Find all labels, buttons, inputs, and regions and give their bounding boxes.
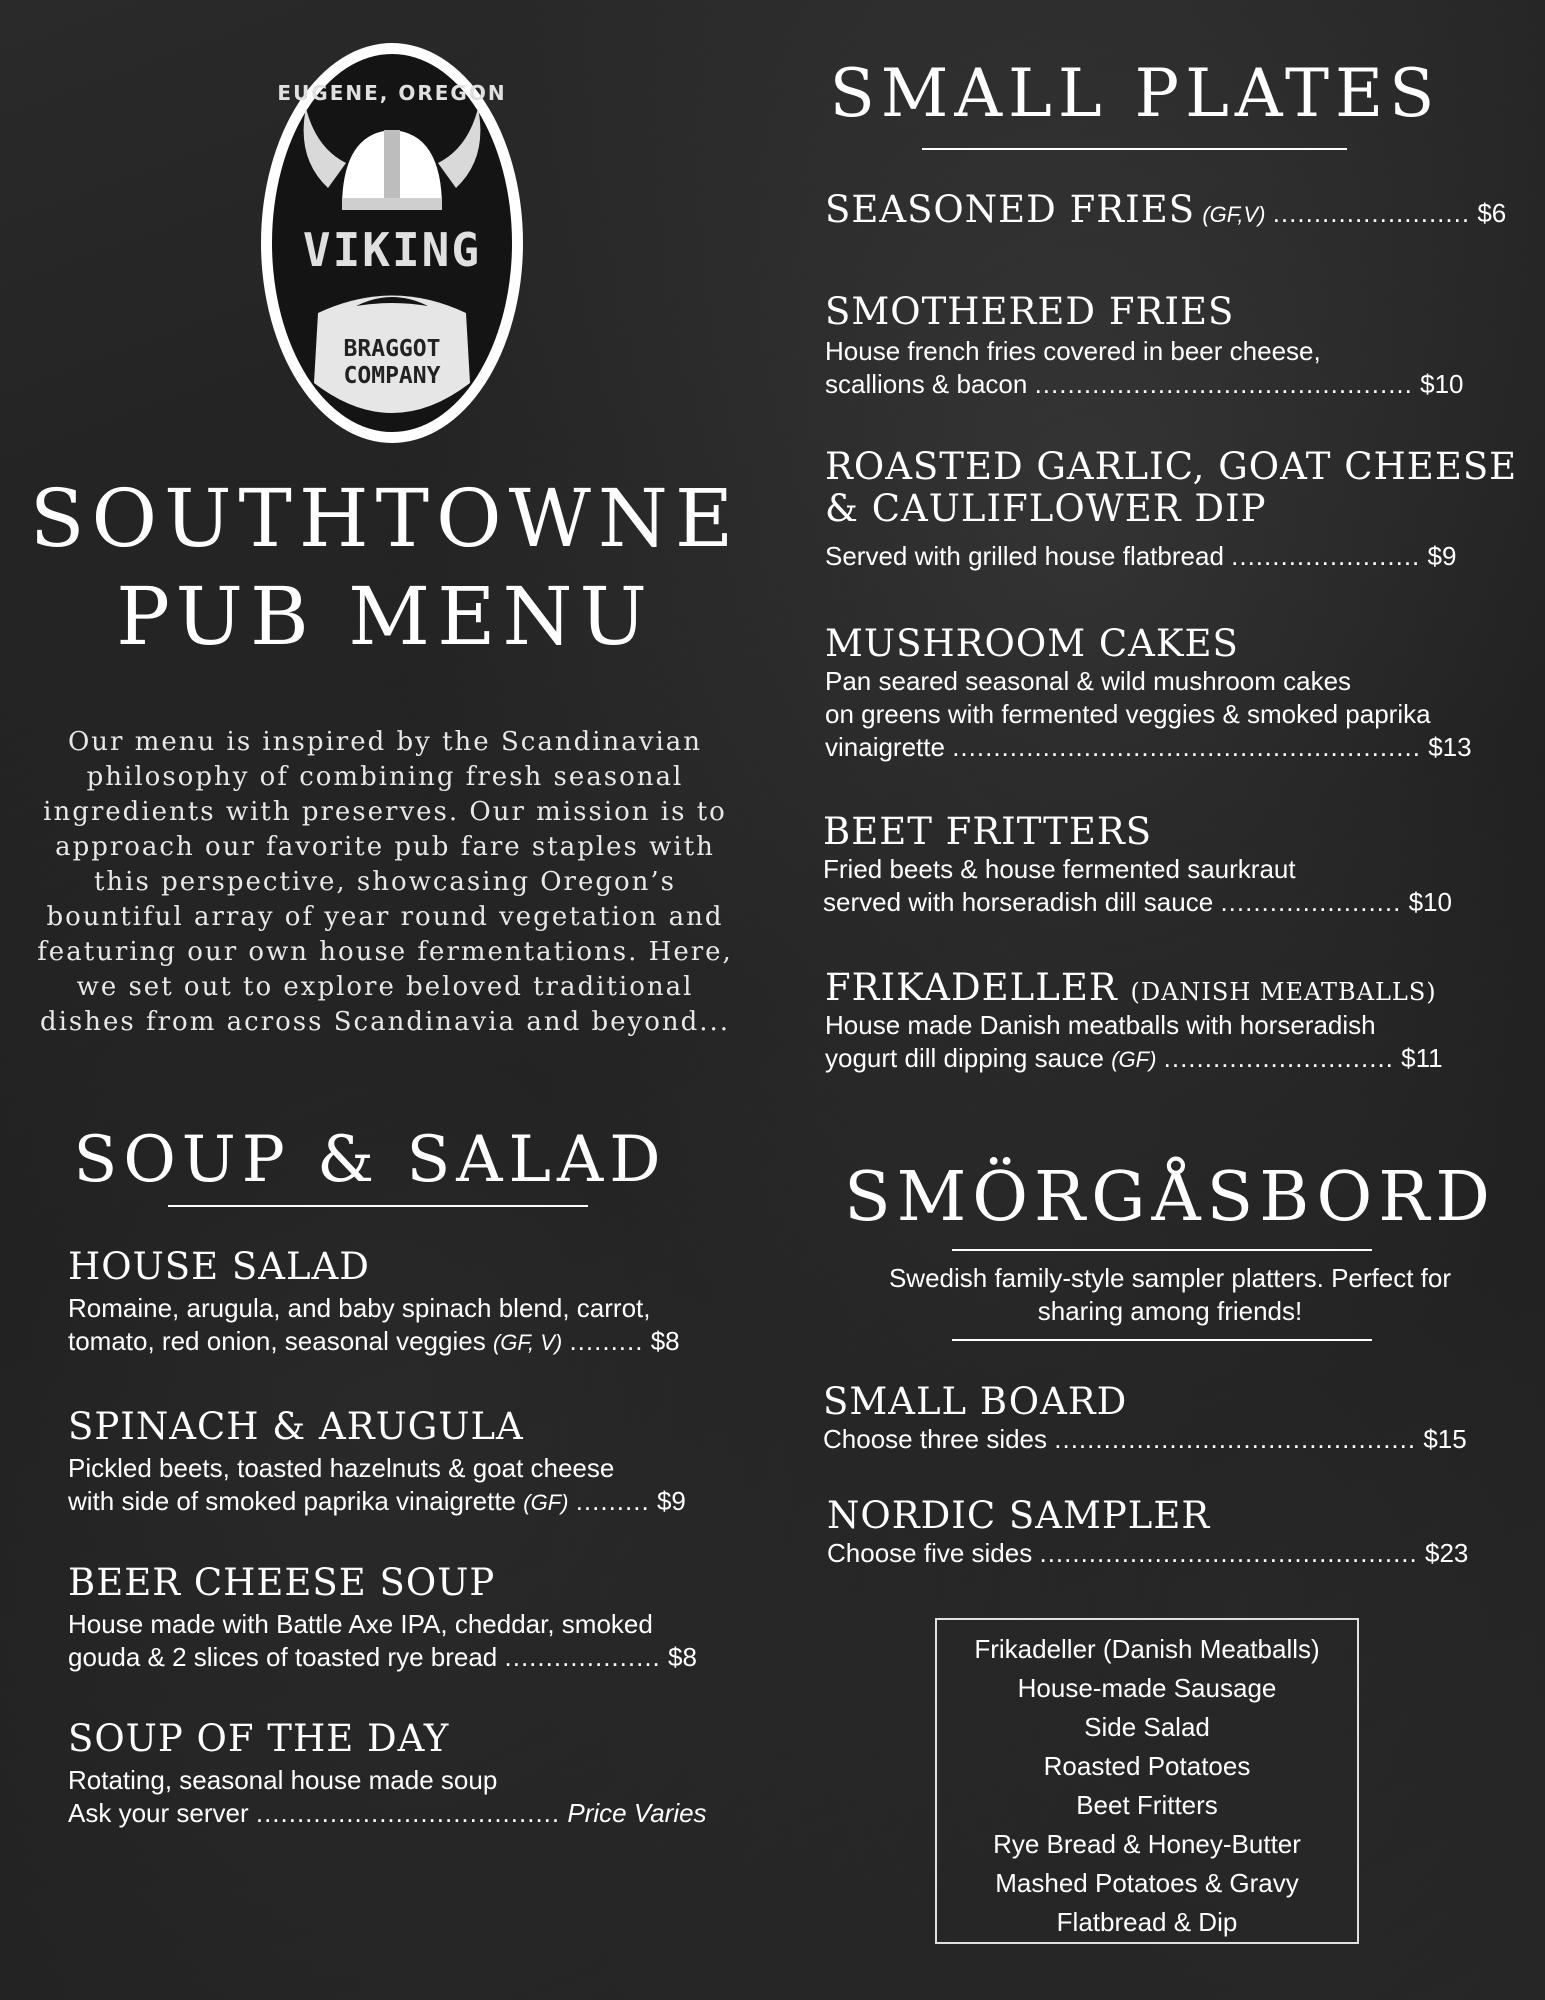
item-price: $13	[1428, 732, 1472, 762]
leader-dots: ............................	[1163, 1043, 1394, 1073]
item-name: FRIKADELLER	[825, 966, 1118, 1009]
intro-line: this perspective, showcasing Oregon’s	[93, 867, 677, 897]
item-name: ROASTED GARLIC, GOAT CHEESE	[825, 445, 1518, 488]
intro-line: philosophy of combining fresh seasonal	[86, 762, 684, 792]
item-price: $9	[656, 1486, 686, 1516]
menu-title	[20, 470, 750, 666]
leader-dots: ......................	[1220, 887, 1402, 917]
smorgasbord-intro-line: sharing among friends!	[1037, 1296, 1303, 1326]
item-desc-price-line	[68, 1641, 697, 1674]
side-item: Flatbread & Dip	[1056, 1907, 1238, 1937]
item-desc: House made Danish meatballs with horseradish	[825, 1010, 1376, 1040]
item-desc: vinaigrette	[825, 732, 945, 762]
menu-item	[825, 188, 1506, 237]
item-desc: tomato, red onion, seasonal veggies	[68, 1326, 486, 1356]
item-name: SMALL BOARD	[823, 1380, 1128, 1423]
soup-salad-heading: SOUP & SALAD	[73, 1123, 667, 1197]
item-desc-price-line	[825, 540, 1517, 573]
side-item: Roasted Potatoes	[1043, 1751, 1251, 1781]
smorgasbord-heading: SMÖRGÅSBORD	[844, 1158, 1496, 1237]
item-name: BEET FRITTERS	[823, 810, 1153, 853]
item-price: $11	[1401, 1043, 1443, 1073]
item-price: $10	[1420, 369, 1464, 399]
menu-item	[68, 1561, 697, 1674]
item-name: BEER CHEESE SOUP	[68, 1561, 496, 1604]
item-desc: Fried beets & house fermented saurkraut	[823, 854, 1296, 884]
side-item: House-made Sausage	[1017, 1673, 1277, 1703]
side-item: Beet Fritters	[1076, 1790, 1218, 1820]
item-name: SPINACH & ARUGULA	[68, 1405, 524, 1448]
menu-title-line2: PUB MENU	[116, 570, 654, 663]
item-desc: scallions & bacon	[825, 369, 1028, 399]
item-desc: Choose three sides	[823, 1424, 1048, 1454]
item-name-line	[825, 966, 1443, 1009]
item-desc: Ask your server	[68, 1798, 249, 1828]
item-desc-price-line	[823, 1423, 1467, 1456]
logo-sub2-text: COMPANY	[343, 363, 441, 389]
item-desc: Pickled beets, toasted hazelnuts & goat cheese	[68, 1453, 615, 1483]
menu-item	[68, 1405, 686, 1519]
menu-item	[823, 1380, 1467, 1456]
item-desc: Pan seared seasonal & wild mushroom cakes	[825, 666, 1352, 696]
soup-salad-rule	[168, 1205, 588, 1207]
side-item: Frikadeller (Danish Meatballs)	[974, 1634, 1320, 1664]
item-price: $9	[1427, 541, 1457, 571]
menu-item	[825, 966, 1443, 1076]
item-desc: yogurt dill dipping sauce	[825, 1043, 1104, 1073]
dietary-tag: (GF, V)	[492, 1330, 563, 1355]
item-name: HOUSE SALAD	[68, 1245, 370, 1288]
menu-item	[827, 1494, 1468, 1570]
item-desc-price-line	[823, 886, 1452, 919]
item-price: Price Varies	[567, 1798, 707, 1828]
dietary-tag: (GF)	[1111, 1047, 1157, 1072]
smorgasbord-rule-bottom	[952, 1339, 1372, 1341]
viking-braggot-logo	[256, 38, 528, 448]
dietary-tag: (GF,V)	[1202, 202, 1266, 227]
intro-line: approach our favorite pub fare staples with	[55, 832, 715, 862]
leader-dots: ..............................................	[1039, 1538, 1418, 1568]
item-desc-price-line	[825, 1042, 1443, 1076]
item-desc: Choose five sides	[827, 1538, 1033, 1568]
menu-title-line1: SOUTHTOWNE	[29, 472, 741, 565]
item-desc: Served with grilled house flatbread	[825, 541, 1224, 571]
side-item: Mashed Potatoes & Gravy	[995, 1868, 1299, 1898]
intro-line: ingredients with preserves. Our mission is to	[43, 797, 727, 827]
item-name: SMOTHERED FRIES	[825, 290, 1235, 333]
leader-dots: .....................................	[255, 1798, 561, 1828]
intro-paragraph	[30, 725, 740, 1040]
item-name-subtitle: (DANISH MEATBALLS)	[1130, 978, 1437, 1006]
side-item: Side Salad	[1084, 1712, 1210, 1742]
item-desc: Romaine, arugula, and baby spinach blend, carrot,	[68, 1293, 651, 1323]
item-desc-price-line	[825, 368, 1464, 401]
leader-dots: ...................	[504, 1642, 661, 1672]
intro-line: dishes from across Scandinavia and beyond...	[39, 1007, 731, 1037]
leader-dots: .......................	[1231, 541, 1421, 571]
item-price: $23	[1425, 1538, 1469, 1568]
item-name: MUSHROOM CAKES	[825, 622, 1239, 665]
intro-line: we set out to explore beloved traditional	[76, 972, 694, 1002]
item-desc-price-line	[68, 1797, 707, 1830]
leader-dots: ..............................................	[1034, 369, 1413, 399]
logo-sub1-text: BRAGGOT	[343, 336, 441, 362]
menu-item	[825, 446, 1517, 573]
intro-line: Our menu is inspired by the Scandinavian	[67, 727, 703, 757]
item-desc: on greens with fermented veggies & smoked paprika	[825, 699, 1431, 729]
item-desc: gouda & 2 slices of toasted rye bread	[68, 1642, 498, 1672]
leader-dots: .........	[575, 1486, 650, 1516]
intro-line: featuring our own house fermentations. Here,	[37, 937, 733, 967]
item-desc: served with horseradish dill sauce	[823, 887, 1214, 917]
leader-dots: ............................................	[1054, 1424, 1417, 1454]
menu-item	[825, 290, 1464, 401]
side-item: Rye Bread & Honey-Butter	[993, 1829, 1301, 1859]
intro-line: bountiful array of year round vegetation and	[46, 902, 724, 932]
dietary-tag: (GF)	[523, 1490, 569, 1515]
item-name-price-line	[825, 188, 1506, 237]
menu-item	[68, 1245, 680, 1359]
leader-dots: .........	[569, 1326, 644, 1356]
item-desc: House french fries covered in beer cheese,	[825, 336, 1321, 366]
smorgasbord-intro-line: Swedish family-style sampler platters. Perfect for	[888, 1263, 1452, 1293]
item-desc-price-line	[825, 731, 1472, 764]
menu-item	[68, 1717, 707, 1830]
item-price: $10	[1408, 887, 1452, 917]
item-price: $15	[1423, 1424, 1467, 1454]
item-desc-price-line	[68, 1485, 686, 1519]
logo-arc-text: EUGENE, OREGON	[277, 81, 507, 105]
item-name: SOUP OF THE DAY	[68, 1717, 450, 1760]
item-desc: with side of smoked paprika vinaigrette	[68, 1486, 517, 1516]
item-price: $8	[668, 1642, 697, 1672]
menu-item	[823, 810, 1452, 919]
item-price: $8	[650, 1326, 680, 1356]
menu-item	[825, 622, 1472, 764]
logo-brand-text: VIKING	[302, 223, 482, 277]
item-name: NORDIC SAMPLER	[827, 1494, 1211, 1537]
leader-dots: ........................	[1272, 198, 1471, 228]
item-desc: House made with Battle Axe IPA, cheddar, smoked	[68, 1609, 653, 1639]
small-plates-rule	[922, 148, 1347, 150]
leader-dots: .........................................................	[952, 732, 1421, 762]
item-desc-price-line	[827, 1537, 1468, 1570]
item-desc: Rotating, seasonal house made soup	[68, 1765, 498, 1795]
sides-box	[935, 1618, 1359, 1944]
smorgasbord-rule-top	[952, 1249, 1372, 1251]
item-name: SEASONED FRIES	[825, 188, 1196, 231]
item-desc-price-line	[68, 1325, 680, 1359]
smorgasbord-intro	[850, 1262, 1490, 1328]
small-plates-heading: SMALL PLATES	[829, 55, 1441, 132]
item-name: & CAULIFLOWER DIP	[825, 487, 1267, 530]
item-price: $6	[1477, 198, 1507, 228]
